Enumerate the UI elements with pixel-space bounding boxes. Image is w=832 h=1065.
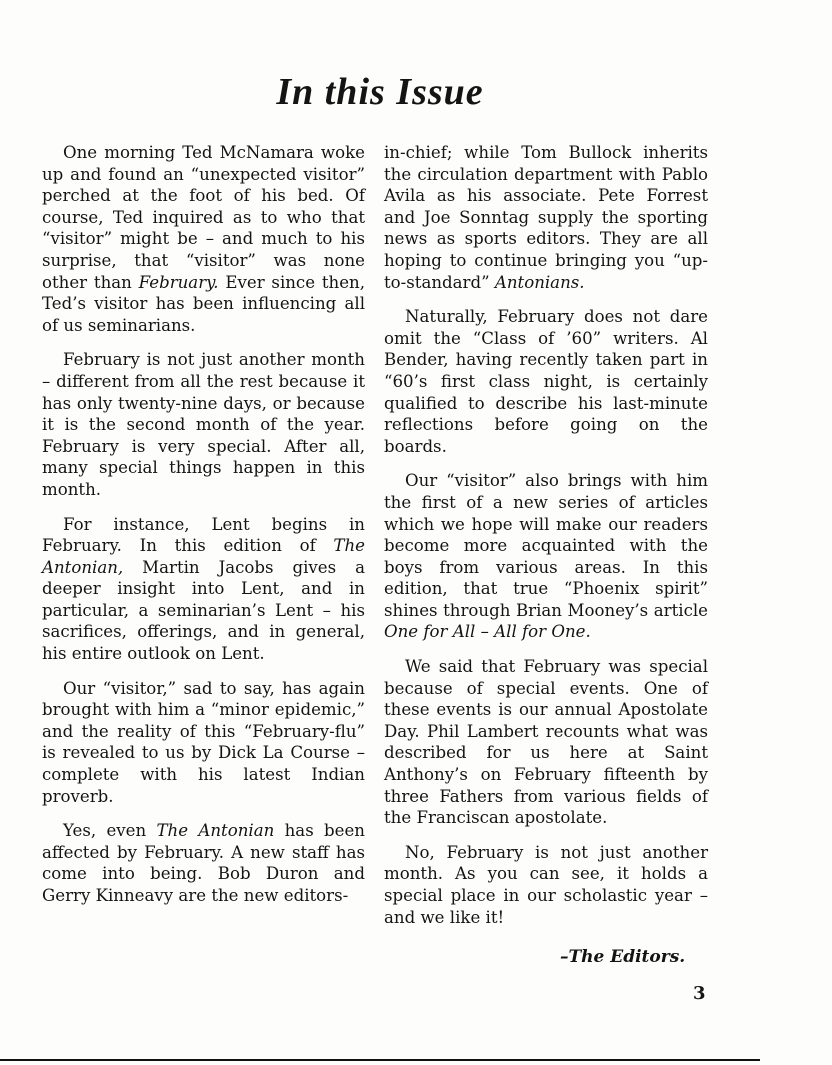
page-number: 3 bbox=[693, 983, 706, 1004]
page-heading: In this Issue bbox=[276, 71, 484, 113]
left-column bbox=[42, 142, 365, 920]
right-column bbox=[384, 142, 708, 941]
paragraph: Our “visitor,” sad to say, has again brought with him a “minor epidemic,” and the reality of this “February-flu” is revealed to us by Dick La Course – complete with his latest Indian proverb. bbox=[42, 678, 365, 806]
paragraph: No, February is not just another month. As you can see, it holds a special place in our scholastic year – and we like it! bbox=[384, 842, 708, 927]
paragraph: Yes, even The Antonian has been affected by February. A new staff has come into being. Bob Duron and Gerry Kinneavy are the new editors- bbox=[42, 821, 365, 905]
paragraph: in-chief; while Tom Bullock inherits the circulation department with Pablo Avila as his associate. Pete Forrest and Joe Sonntag supply the sporting news as sports editors. They are all hoping to continue bringing you “up-to-standard” Antonians. bbox=[384, 143, 708, 292]
paragraph: We said that February was special because of special events. One of these events is our annual Apostolate Day. Phil Lambert recounts what was described for us here at Saint Anthony’s on February fifteenth by three Fathers from various fields of the Franciscan apostolate. bbox=[384, 657, 708, 828]
paragraph: For instance, Lent begins in February. In this edition of The Antonian, Martin Jacobs gives a deeper insight into Lent, and in particular, a seminarian’s Lent – his sacrifices, offerings, and in general, his entire outlook on Lent. bbox=[42, 514, 365, 664]
paragraph: Naturally, February does not dare omit the “Class of ’60” writers. Al Bender, having recently taken part in “60’s first class night, is certainly qualified to describe his last-minute reflections before going on the boards. bbox=[384, 307, 708, 456]
bottom-rule bbox=[0, 1059, 760, 1061]
paragraph: One morning Ted McNamara woke up and found an “unexpected visitor” perched at the foot of his bed. Of course, Ted inquired as to who that “visitor” might be – and much to his surprise, that “visitor” was none other than February. Ever since then, Ted’s visitor has been influencing all of us seminarians. bbox=[42, 143, 365, 335]
signature: –The Editors. bbox=[560, 947, 686, 967]
paragraph: February is not just another month – different from all the rest because it has only twenty-nine days, or because it is the second month of the year. February is very special. After all, many special things happen in this month. bbox=[42, 350, 365, 499]
paragraph: Our “visitor” also brings with him the first of a new series of articles which we hope will make our readers become more acquainted with the boys from various areas. In this edition, that true “Phoenix spirit” shines through Brian Mooney’s article One for All – All for One. bbox=[384, 471, 708, 642]
